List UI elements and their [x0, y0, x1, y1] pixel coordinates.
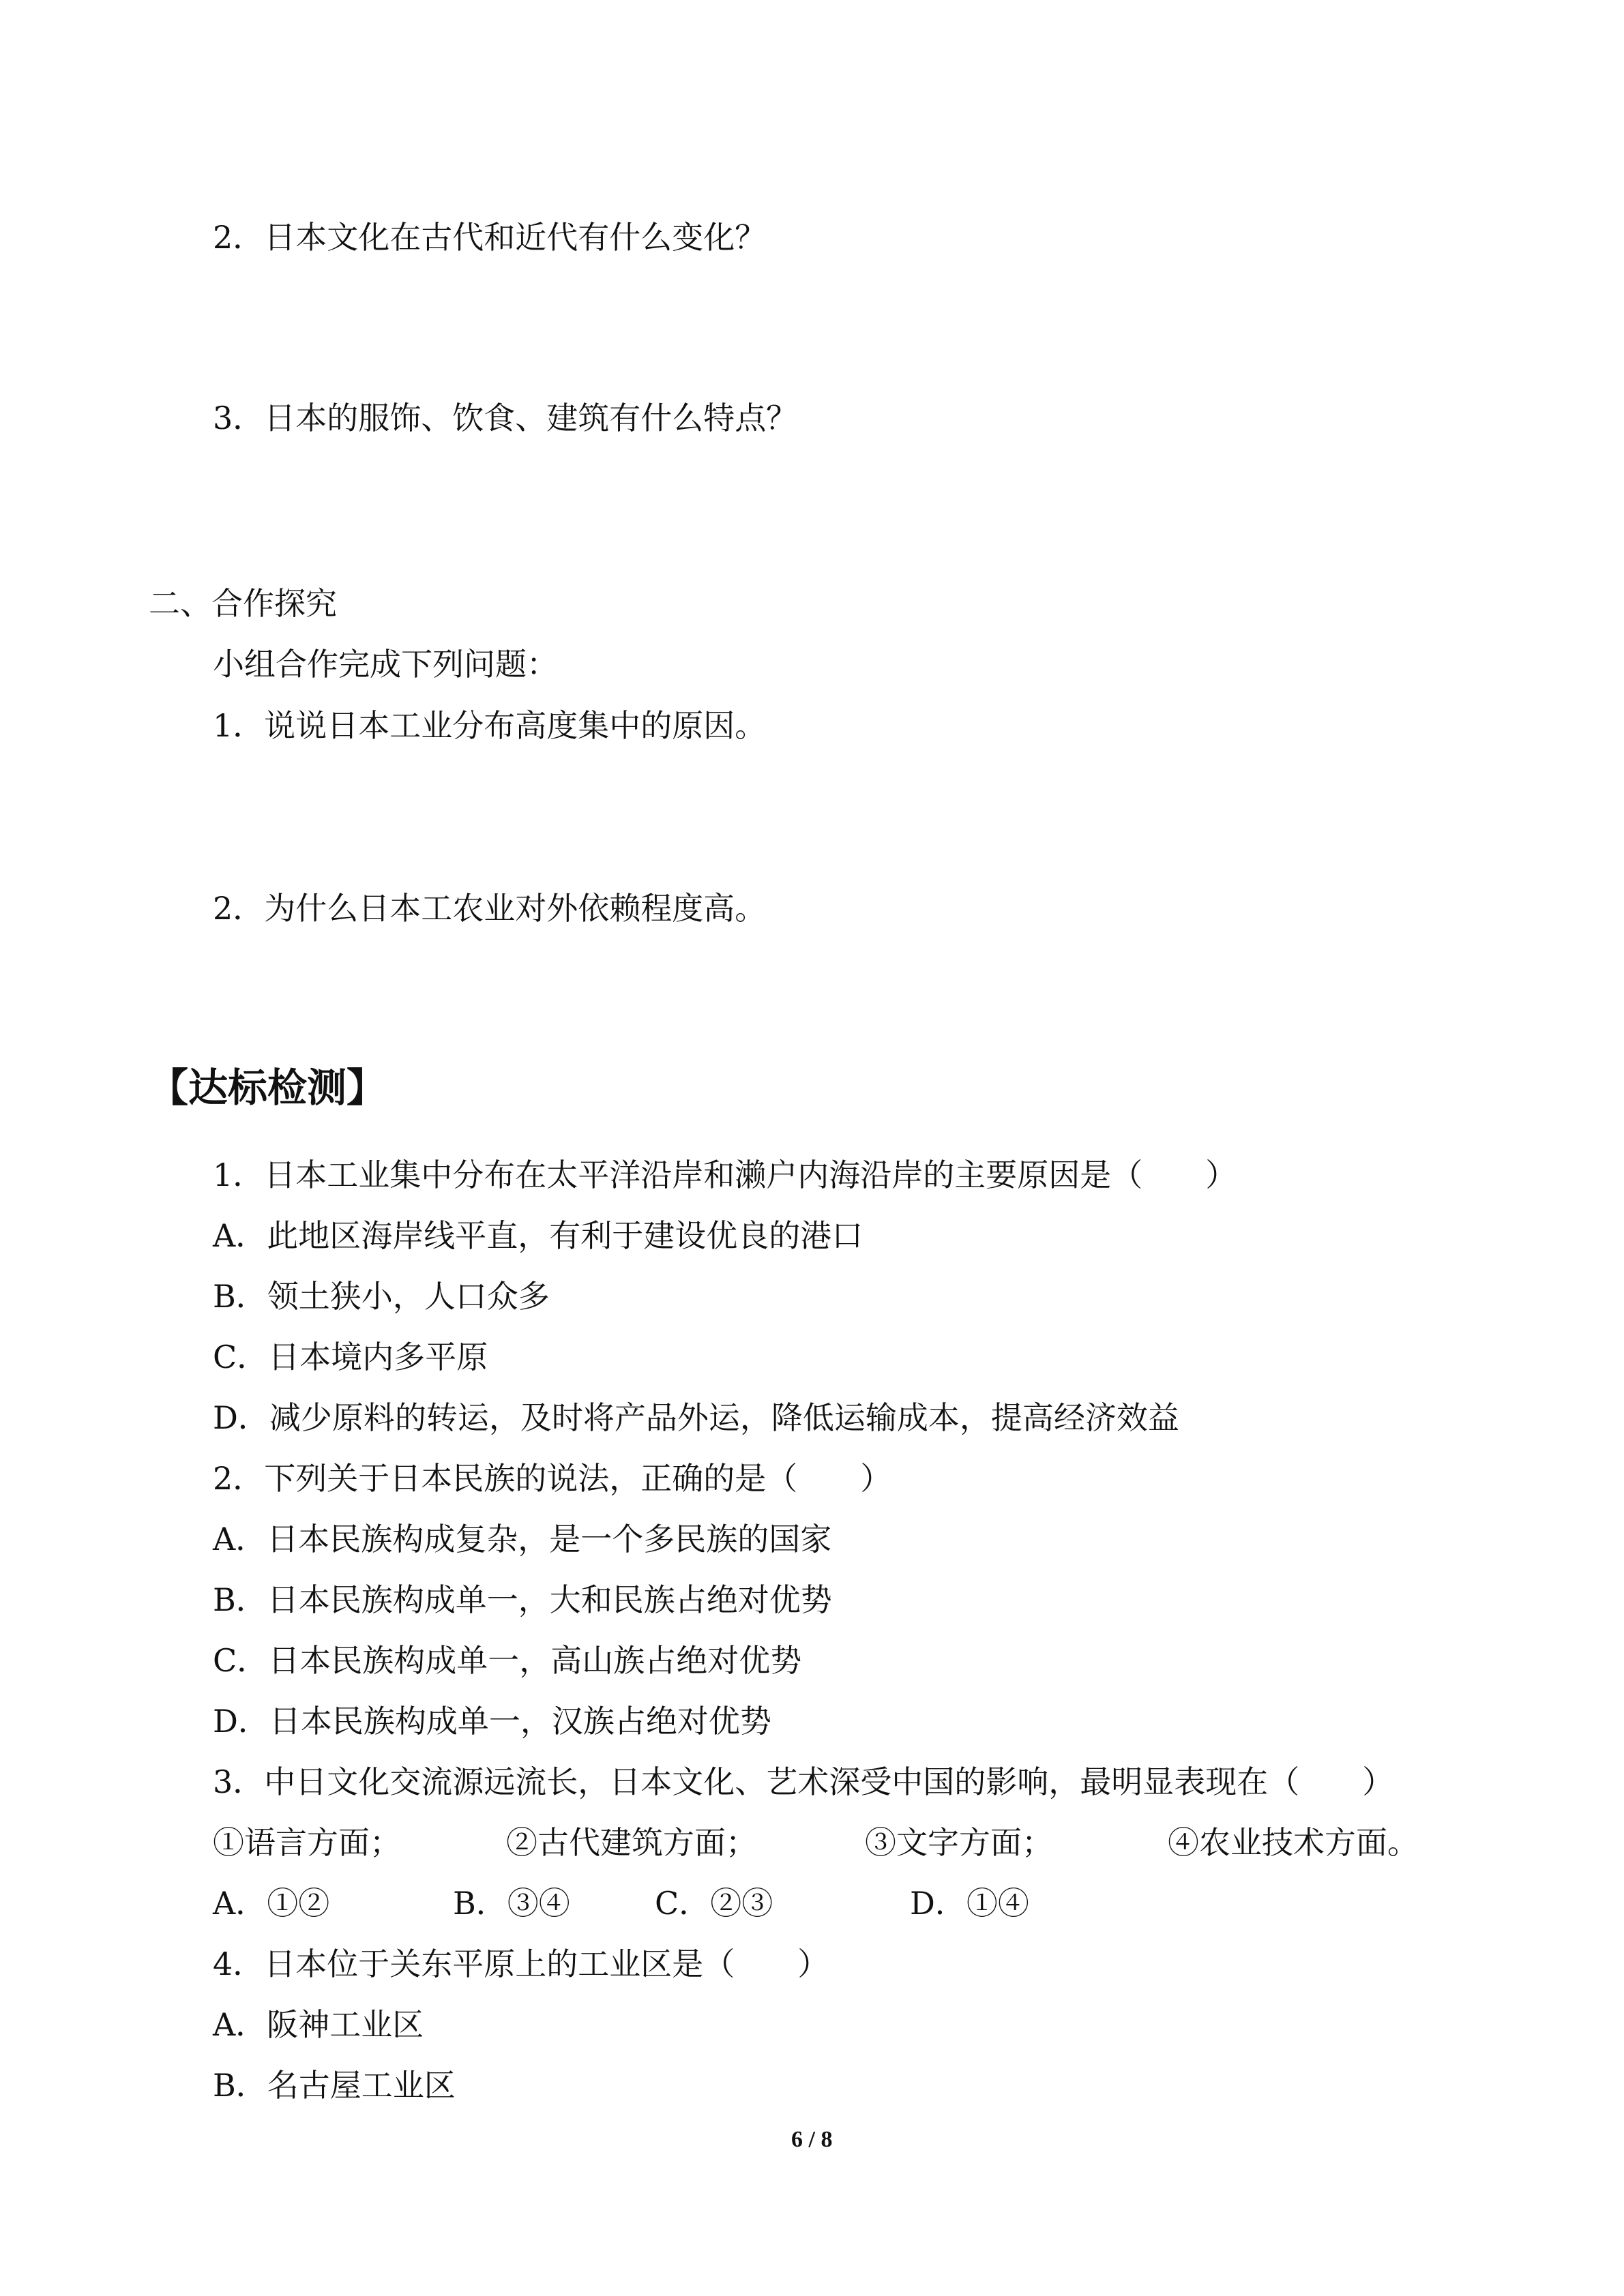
section-intro: 小组合作完成下列问题： — [213, 646, 558, 683]
test-q3-item-2: ②古代建筑方面； — [506, 1824, 757, 1861]
section-title-cooperative-inquiry: 二、合作探究 — [149, 585, 337, 622]
test-q3-option-c: C．②③ — [655, 1885, 773, 1922]
test-q1-option-c: C．日本境内多平原 — [213, 1339, 488, 1375]
test-q3-option-d: D．①④ — [910, 1885, 1029, 1922]
test-q2-option-b: B．日本民族构成单一，大和民族占绝对优势 — [213, 1581, 832, 1618]
test-q1-option-a: A．此地区海岸线平直，有利于建设优良的港口 — [213, 1217, 863, 1254]
test-q3-item-3: ③文字方面； — [865, 1824, 1053, 1861]
page-number: 6 / 8 — [791, 2127, 833, 2152]
test-heading: 【达标检测】 — [149, 1064, 387, 1111]
test-q3-option-b: B．③④ — [453, 1885, 570, 1922]
test-q4-stem: 4．日本位于关东平原上的工业区是（ ） — [213, 1945, 829, 1982]
inquiry-question-1: 1．说说日本工业分布高度集中的原因。 — [213, 707, 767, 744]
test-q2-option-a: A．日本民族构成复杂，是一个多民族的国家 — [213, 1521, 832, 1557]
test-q2-stem: 2．下列关于日本民族的说法，正确的是（ ） — [213, 1460, 892, 1497]
question-3-clothing-food-architecture: 3．日本的服饰、饮食、建筑有什么特点？ — [213, 400, 798, 436]
question-2-culture-change: 2．日本文化在古代和近代有什么变化？ — [213, 219, 767, 256]
test-q3-item-4: ④农业技术方面。 — [1168, 1824, 1419, 1861]
test-q4-option-a: A．阪神工业区 — [213, 2006, 424, 2043]
test-q2-option-d: D．日本民族构成单一，汉族占绝对优势 — [213, 1703, 771, 1740]
inquiry-question-2: 2．为什么日本工农业对外依赖程度高。 — [213, 890, 767, 927]
test-q1-option-b: B．领土狭小，人口众多 — [213, 1278, 550, 1315]
test-q3-option-a: A．①② — [213, 1885, 330, 1922]
test-q1-option-d: D．减少原料的转运，及时将产品外运，降低运输成本，提高经济效益 — [213, 1399, 1179, 1436]
test-q2-option-c: C．日本民族构成单一，高山族占绝对优势 — [213, 1642, 802, 1679]
test-q1-stem: 1．日本工业集中分布在太平洋沿岸和濑户内海沿岸的主要原因是（ ） — [213, 1157, 1237, 1193]
test-q3-item-1: ①语言方面； — [213, 1824, 401, 1861]
test-q4-option-b: B．名古屋工业区 — [213, 2067, 456, 2104]
test-q3-stem: 3．中日文化交流源远流长，日本文化、艺术深受中国的影响，最明显表现在（ ） — [213, 1763, 1394, 1800]
